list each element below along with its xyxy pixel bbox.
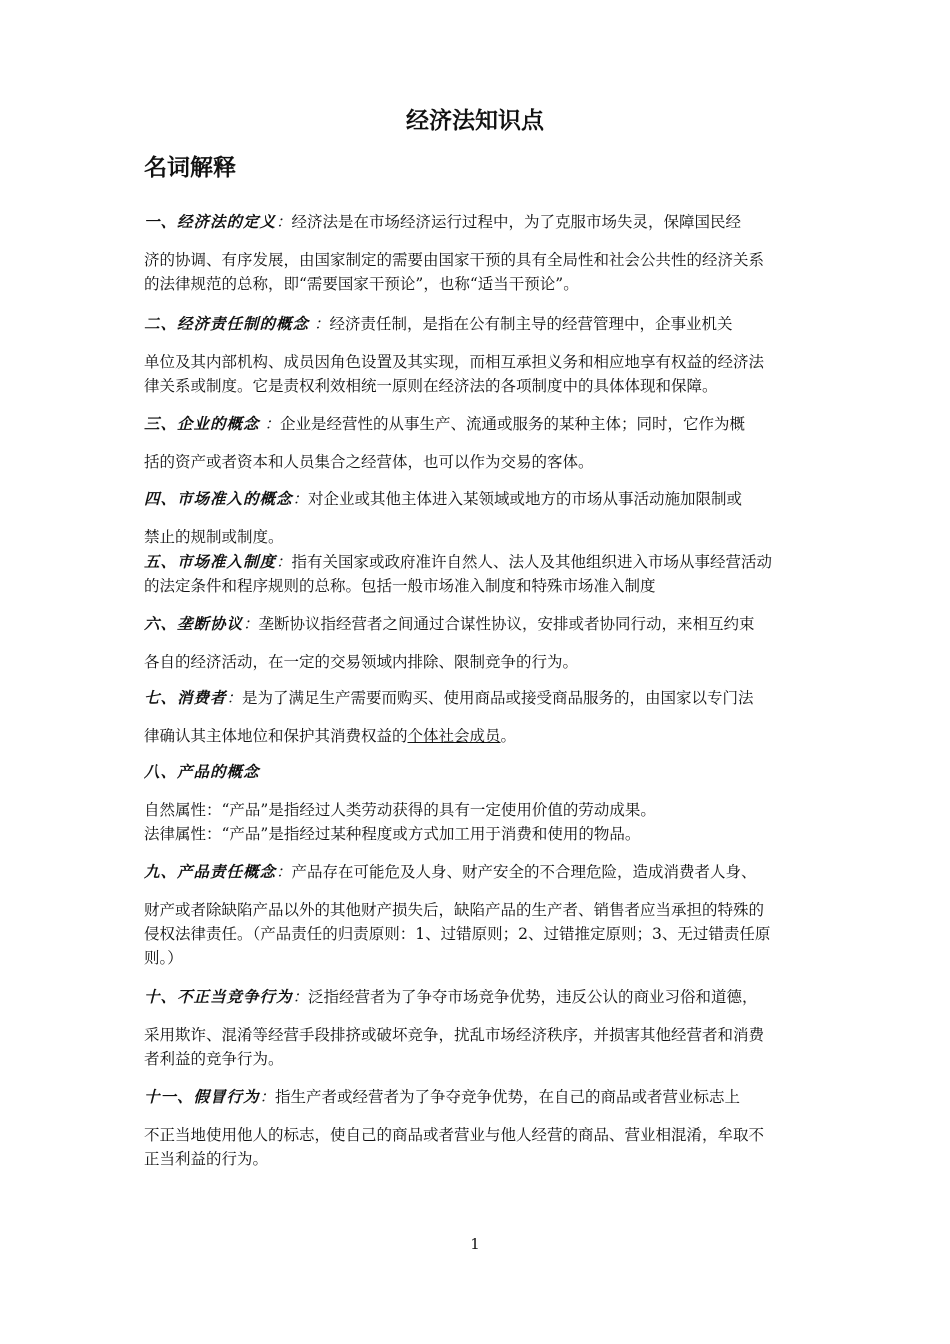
document-title: 经济法知识点 — [406, 107, 544, 134]
entry-line: 禁止的规制或制度。 — [144, 528, 284, 546]
entry-enterprise-concept: 三、企业的概念 ：企业是经营性的从事生产、流通或服务的某种主体；同时，它作为概 括的资产或者资本和人员集合之经营体，也可以作为交易的客体。 — [144, 412, 810, 474]
entry-term: 九、产品责任概念 — [144, 862, 277, 881]
entry-term: 五、市场准入制度 — [144, 552, 277, 571]
entry-line: 法律属性：“产品”是指经过某种程度或方式加工用于消费和使用的物品。 — [144, 825, 641, 843]
entry-line: 不正当地使用他人的标志，使自己的商品或者营业与他人经营的商品、营业相混淆，牟取不 — [144, 1126, 765, 1144]
underlined-term: 个体社会成员 — [407, 727, 501, 745]
entry-term: 四、市场准入的概念 — [144, 489, 293, 508]
entry-definition: 泛指经营者为了争夺市场竞争优势，违反公认的商业习俗和道德， — [308, 988, 758, 1006]
entry-line: 各自的经济活动，在一定的交易领域内排除、限制竞争的行为。 — [144, 653, 579, 671]
entry-line: 的法律规范的总称，即“需要国家干预论”，也称“适当干预论”。 — [144, 275, 579, 293]
entry-definition: 经济责任制，是指在公有制主导的经营管理中，企事业机关 — [329, 315, 733, 333]
entry-line: 的法定条件和程序规则的总称。包括一般市场准入制度和特殊市场准入制度 — [144, 577, 656, 595]
entry-line: 侵权法律责任。（产品责任的归责原则：1、过错原则；2、过错推定原则；3、无过错责任原 — [144, 925, 771, 943]
entry-line: 律确认其主体地位和保护其消费权益的 — [144, 727, 408, 745]
page-number: 1 — [470, 1235, 480, 1253]
entry-line: 自然属性：“产品”是指经过人类劳动获得的具有一定使用价值的劳动成果。 — [144, 801, 656, 819]
entry-term: 二、经济责任制的概念 — [144, 314, 310, 333]
entry-market-access-system: 五、市场准入制度：指有关国家或政府准许自然人、法人及其他组织进入市场从事经营活动 的法定条件和程序规则的总称。包括一般市场准入制度和特殊市场准入制度 — [144, 550, 810, 598]
entry-term: 一、经济法的定义 — [144, 212, 277, 231]
entry-economic-law-definition: 一、经济法的定义：经济法是在市场经济运行过程中，为了克服市场失灵，保障国民经 济的协调、有序发展，由国家制定的需要由国家干预的具有全局性和社会公共性的经济关系 的法律规范的总称，即“需要国家干预论”，也称“适当干预论”。 — [144, 210, 810, 296]
entry-term: 十、不正当竞争行为 — [144, 987, 293, 1006]
entry-product-concept — [144, 760, 810, 846]
entry-definition: 产品存在可能危及人身、财产安全的不合理危险，造成消费者人身、 — [291, 863, 757, 881]
entry-line: 律关系或制度。它是责权利效相统一原则在经济法的各项制度中的具体体现和保障。 — [144, 377, 718, 395]
entry-line: 财产或者除缺陷产品以外的其他财产损失后，缺陷产品的生产者、销售者应当承担的特殊的 — [144, 901, 765, 919]
entry-term: 七、消费者 — [144, 688, 227, 707]
entry-term: 三、企业的概念 — [144, 414, 260, 433]
entry-term: 八、产品的概念 — [144, 762, 260, 781]
entry-unfair-competition: 十、不正当竞争行为：泛指经营者为了争夺市场竞争优势，违反公认的商业习俗和道德， 采用欺诈、混淆等经营手段排挤或破坏竞争，扰乱市场经济秩序，并损害其他经营者和消费 者利益的竞争行为。 — [144, 985, 810, 1071]
entry-counterfeiting: 十一、假冒行为：指生产者或经营者为了争夺竞争优势，在自己的商品或者营业标志上 不正当地使用他人的标志，使自己的商品或者营业与他人经营的商品、营业相混淆，牟取不 正当利益的行为。 — [144, 1085, 810, 1171]
entry-definition: 经济法是在市场经济运行过程中，为了克服市场失灵，保障国民经 — [291, 213, 742, 231]
entry-line: 者利益的竞争行为。 — [144, 1050, 284, 1068]
entry-term: 六、垄断协议 — [144, 614, 244, 633]
entry-definition: 对企业或其他主体进入某领域或地方的市场从事活动施加限制或 — [308, 490, 743, 508]
entry-economic-responsibility-system: 二、经济责任制的概念 ：经济责任制，是指在公有制主导的经营管理中，企事业机关 单位及其内部机构、成员因角色设置及其实现，而相互承担义务和相应地享有权益的经济法 律关系或制度。它是责权利效相统一原则在经济法的各项制度中的具体体现和保障。 — [144, 312, 810, 398]
entry-definition: 指生产者或经营者为了争夺竞争优势，在自己的商品或者营业标志上 — [275, 1088, 741, 1106]
entry-line: 济的协调、有序发展，由国家制定的需要由国家干预的具有全局性和社会公共性的经济关系 — [144, 251, 765, 269]
entry-monopoly-agreement: 六、垄断协议：垄断协议指经营者之间通过合谋性协议，安排或者协同行动，来相互约束 各自的经济活动，在一定的交易领域内排除、限制竞争的行为。 — [144, 612, 810, 674]
entry-definition: 是为了满足生产需要而购买、使用商品或接受商品服务的，由国家以专门法 — [242, 689, 754, 707]
entry-line: 括的资产或者资本和人员集合之经营体，也可以作为交易的客体。 — [144, 453, 594, 471]
entry-consumer: 七、消费者：是为了满足生产需要而购买、使用商品或接受商品服务的，由国家以专门法 律确认其主体地位和保护其消费权益的个体社会成员。 — [144, 688, 754, 745]
entry-definition: 企业是经营性的从事生产、流通或服务的某种主体；同时，它作为概 — [279, 415, 745, 433]
entry-market-access-concept: 四、市场准入的概念：对企业或其他主体进入某领域或地方的市场从事活动施加限制或 禁止的规制或制度。 — [144, 487, 810, 549]
entry-line: 则。） — [144, 949, 183, 967]
entry-definition: 垄断协议指经营者之间通过合谋性协议，安排或者协同行动，来相互约束 — [258, 615, 755, 633]
entry-definition: 指有关国家或政府准许自然人、法人及其他组织进入市场从事经营活动 — [291, 553, 773, 571]
section-heading: 名词解释 — [144, 154, 236, 181]
entry-line: 采用欺诈、混淆等经营手段排挤或破坏竞争，扰乱市场经济秩序，并损害其他经营者和消费 — [144, 1026, 765, 1044]
entry-line: 单位及其内部机构、成员因角色设置及其实现，而相互承担义务和相应地享有权益的经济法 — [144, 353, 765, 371]
entry-term: 十一、假冒行为 — [144, 1087, 260, 1106]
entry-line: 正当利益的行为。 — [144, 1150, 269, 1168]
entry-product-liability: 九、产品责任概念：产品存在可能危及人身、财产安全的不合理危险，造成消费者人身、 财产或者除缺陷产品以外的其他财产损失后，缺陷产品的生产者、销售者应当承担的特殊的 侵权法律责任。（产品责任的归责原则：1、过错原则；2、过错推定原则；3、无过错责任原 则。） — [144, 860, 810, 970]
